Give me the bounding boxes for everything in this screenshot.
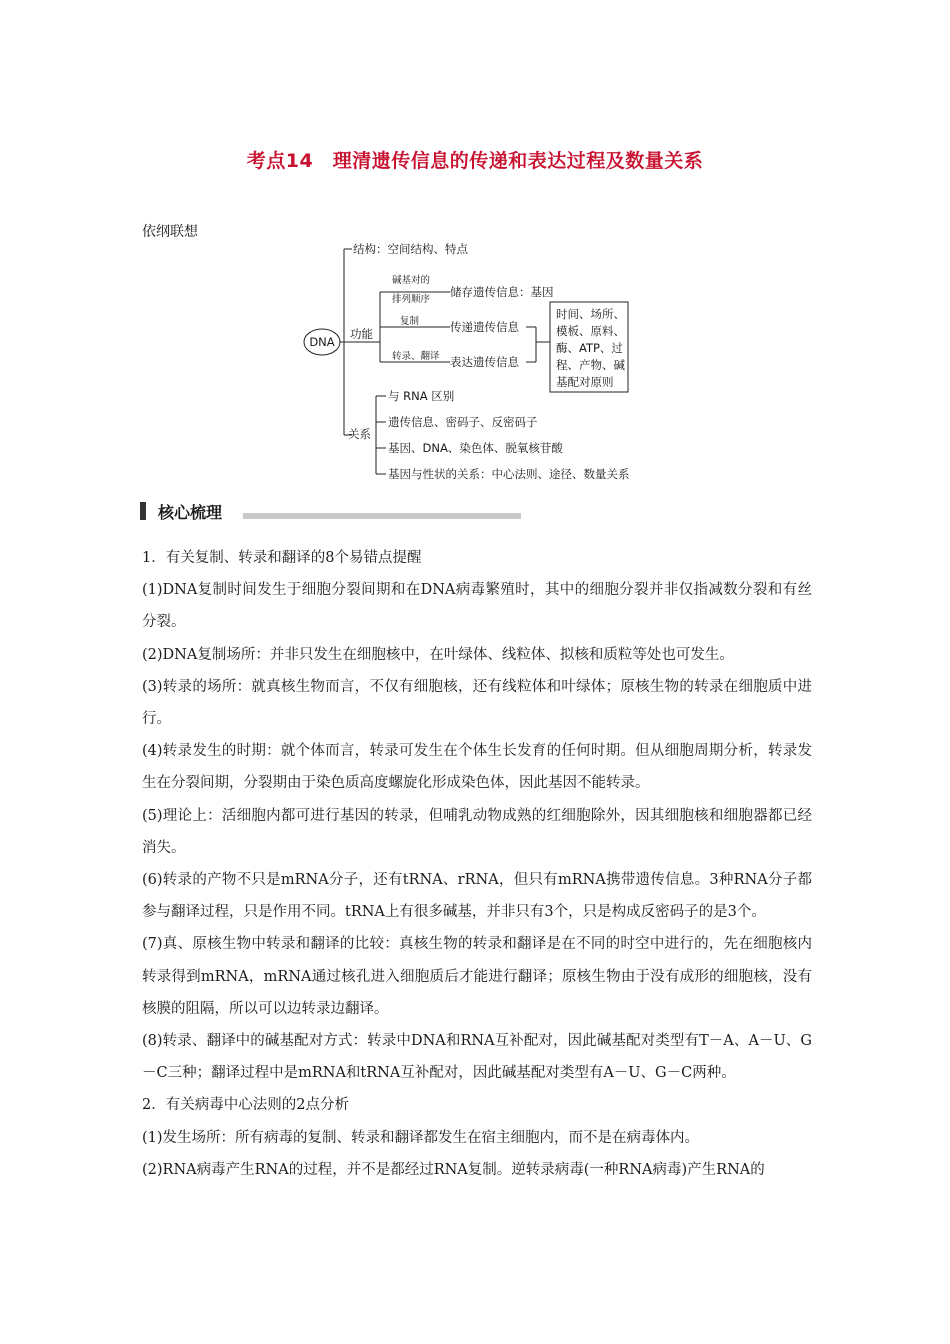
- function-result: 传递遗传信息: [450, 320, 519, 334]
- relation-item: 基因、DNA、染色体、脱氧核苷酸: [388, 441, 563, 455]
- function-via: 转录、翻译: [392, 351, 440, 362]
- paragraph: (6)转录的产物不只是mRNA分子，还有tRNA、rRNA，但只有mRNA携带遗传信息。3种RNA分子都参与翻译过程，只是作用不同。tRNA上有很多碱基，并非只有3个，只是构成反密码子的是3个。: [142, 872, 812, 921]
- paragraph: (2)RNA病毒产生RNA的过程，并不是都经过RNA复制。逆转录病毒(一种RNA病毒)产生RNA的: [142, 1161, 765, 1178]
- paragraph: (3)转录的场所：就真核生物而言，不仅有细胞核，还有线粒体和叶绿体；原核生物的转录在细胞质中进行。: [142, 678, 812, 728]
- heading-marker: [140, 502, 146, 520]
- core-heading: 核心梳理: [158, 503, 223, 522]
- relation-item: 遗传信息、密码子、反密码子: [388, 415, 538, 429]
- box-line: 时间、场所、: [556, 307, 625, 321]
- core-heading-bar: [140, 500, 540, 522]
- relation-label: 关系: [348, 427, 371, 441]
- paragraph: (8)转录、翻译中的碱基配对方式：转录中DNA和RNA互补配对，因此碱基配对类型有T－A、A－U、G－C三种；翻译过程中是mRNA和tRNA互补配对，因此碱基配对类型有A－U、G－C两种。: [142, 1033, 812, 1082]
- root-label: DNA: [309, 335, 335, 349]
- paragraph: (7)真、原核生物中转录和翻译的比较：真核生物的转录和翻译是在不同的时空中进行的，先在细胞核内转录得到mRNA，mRNA通过核孔进入细胞质后才能进行翻译；原核生物由于没有成形的细胞核，没有核膜的阻隔，所以可以边转录边翻译。: [142, 936, 812, 1017]
- heading-rule: [243, 513, 521, 519]
- box-line: 程、产物、碱: [556, 358, 625, 372]
- function-via: 碱基对的: [392, 275, 431, 286]
- box-line: 基配对原则: [556, 375, 614, 389]
- section-label: 依纲联想: [142, 224, 198, 240]
- relation-item: 基因与性状的关系：中心法则、途径、数量关系: [388, 467, 630, 481]
- relation-item: 与 RNA 区别: [388, 389, 455, 403]
- heading-item: 1．有关复制、转录和翻译的8个易错点提醒: [142, 550, 422, 566]
- paragraph: (2)DNA复制场所：并非只发生在细胞核中，在叶绿体、线粒体、拟核和质粒等处也可发生。: [142, 646, 734, 663]
- function-via: 复制: [400, 316, 420, 327]
- function-label: 功能: [350, 327, 373, 341]
- box-line: 酶、ATP、过: [556, 341, 623, 355]
- page-title: 考点14 理清遗传信息的传递和表达过程及数量关系: [246, 150, 704, 172]
- heading-item: 2．有关病毒中心法则的2点分析: [142, 1097, 349, 1114]
- structure-label: 结构：空间结构、特点: [353, 242, 468, 256]
- paragraph: (5)理论上：活细胞内都可进行基因的转录，但哺乳动物成熟的红细胞除外，因其细胞核和细胞器都已经消失。: [142, 807, 812, 856]
- function-result: 储存遗传信息：基因: [450, 285, 554, 299]
- box-line: 模板、原料、: [556, 324, 625, 338]
- paragraph: (1)DNA复制时间发生于细胞分裂间期和在DNA病毒繁殖时，其中的细胞分裂并非仅指减数分裂和有丝分裂。: [142, 582, 812, 631]
- paragraph: (4)转录发生的时期：就个体而言，转录可发生在个体生长发育的任何时期。但从细胞周期分析，转录发生在分裂间期，分裂期由于染色质高度螺旋化形成染色体，因此基因不能转录。: [142, 743, 812, 792]
- function-via: 排列顺序: [392, 294, 431, 305]
- dna-mind-map: [300, 236, 660, 482]
- function-result: 表达遗传信息: [450, 355, 519, 369]
- paragraph: (1)发生场所：所有病毒的复制、转录和翻译都发生在宿主细胞内，而不是在病毒体内。: [142, 1129, 700, 1146]
- body-text: [142, 542, 812, 1186]
